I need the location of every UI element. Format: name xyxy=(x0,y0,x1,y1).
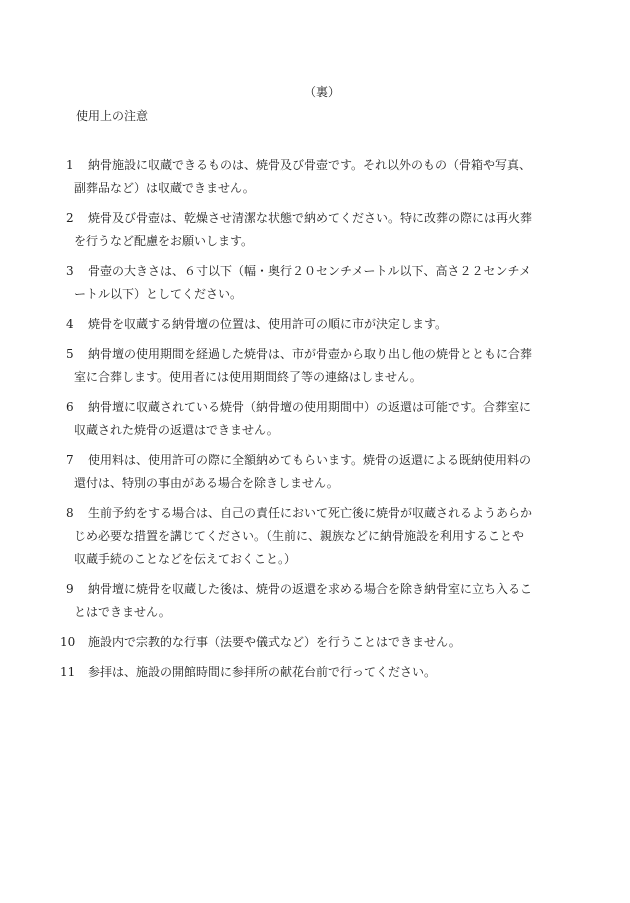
note-line: 焼骨を収蔵する納骨壇の位置は、使用許可の順に市が決定します。 xyxy=(88,317,448,331)
note-line: を行うなど配慮をお願いします。 xyxy=(74,234,254,248)
section-heading: 使用上の注意 xyxy=(76,109,149,123)
note-number: 1 xyxy=(66,158,74,172)
note-text xyxy=(88,313,580,336)
page-side-label: （裏） xyxy=(303,85,340,99)
note-item-1 xyxy=(60,154,580,200)
notes-list xyxy=(60,154,580,691)
note-text xyxy=(74,449,580,495)
note-line: 納骨壇に収蔵されている焼骨（納骨壇の使用期間中）の返還は可能です。合葬室に xyxy=(88,400,532,414)
note-number: 6 xyxy=(66,400,74,414)
note-number: 5 xyxy=(66,347,74,361)
note-item-7 xyxy=(60,449,580,495)
note-number: 9 xyxy=(66,582,74,596)
note-number: 3 xyxy=(66,264,74,278)
note-item-2 xyxy=(60,207,580,253)
note-number: 10 xyxy=(60,635,76,649)
note-line: 室に合葬します。使用者には使用期間終了等の連絡はしません。 xyxy=(74,370,422,384)
note-text xyxy=(88,661,580,684)
note-line: 施設内で宗教的な行事（法要や儀式など）を行うことはできません。 xyxy=(88,635,461,649)
note-text xyxy=(74,502,580,571)
note-line: 生前予約をする場合は、自己の責任において死亡後に焼骨が収蔵されるようあらか xyxy=(88,506,533,520)
note-line: 還付は、特別の事由がある場合を除きしません。 xyxy=(74,476,339,490)
note-line: ートル以下）としてください。 xyxy=(74,287,243,301)
note-text xyxy=(74,578,580,624)
note-item-8 xyxy=(60,502,580,571)
note-item-3 xyxy=(60,260,580,306)
note-number: 7 xyxy=(66,453,74,467)
note-line: 焼骨及び骨壺は、乾燥させ清潔な状態で納めてください。特に改葬の際には再火葬 xyxy=(88,211,533,225)
note-item-4 xyxy=(60,313,580,336)
note-text xyxy=(74,154,580,200)
note-number: 11 xyxy=(60,665,76,679)
note-line: 納骨施設に収蔵できるものは、焼骨及び骨壺です。それ以外のもの（骨箱や写真、 xyxy=(88,158,532,172)
note-item-9 xyxy=(60,578,580,624)
note-item-5 xyxy=(60,343,580,389)
note-number: 8 xyxy=(66,506,74,520)
note-number: 2 xyxy=(66,211,74,225)
note-text xyxy=(88,631,580,654)
note-item-6 xyxy=(60,396,580,442)
note-line: 納骨壇の使用期間を経過した焼骨は、市が骨壺から取り出し他の焼骨とともに合葬 xyxy=(88,347,533,361)
note-line: 収蔵された焼骨の返還はできません。 xyxy=(74,423,279,437)
note-item-11 xyxy=(60,661,580,684)
note-text xyxy=(74,207,580,253)
note-line: 骨壺の大きさは、６寸以下（幅・奥行２０センチメートル以下、高さ２２センチメ xyxy=(88,264,532,278)
note-text xyxy=(74,396,580,442)
note-line: 使用料は、使用許可の際に全額納めてもらいます。焼骨の返還による既納使用料の xyxy=(88,453,532,467)
note-line: じめ必要な措置を講じてください。（生前に、親族などに納骨施設を利用することや xyxy=(74,529,525,543)
note-text xyxy=(74,343,580,389)
note-line: とはできません。 xyxy=(74,605,171,619)
note-line: 収蔵手続のことなどを伝えておくこと。） xyxy=(74,552,297,566)
note-line: 副葬品など）は収蔵できません。 xyxy=(74,181,255,195)
note-line: 納骨壇に焼骨を収蔵した後は、焼骨の返還を求める場合を除き納骨室に立ち入るこ xyxy=(88,582,533,596)
note-item-10 xyxy=(60,631,580,654)
note-number: 4 xyxy=(66,317,74,331)
note-text xyxy=(74,260,580,306)
note-line: 参拝は、施設の開館時間に参拝所の献花台前で行ってください。 xyxy=(88,665,437,679)
